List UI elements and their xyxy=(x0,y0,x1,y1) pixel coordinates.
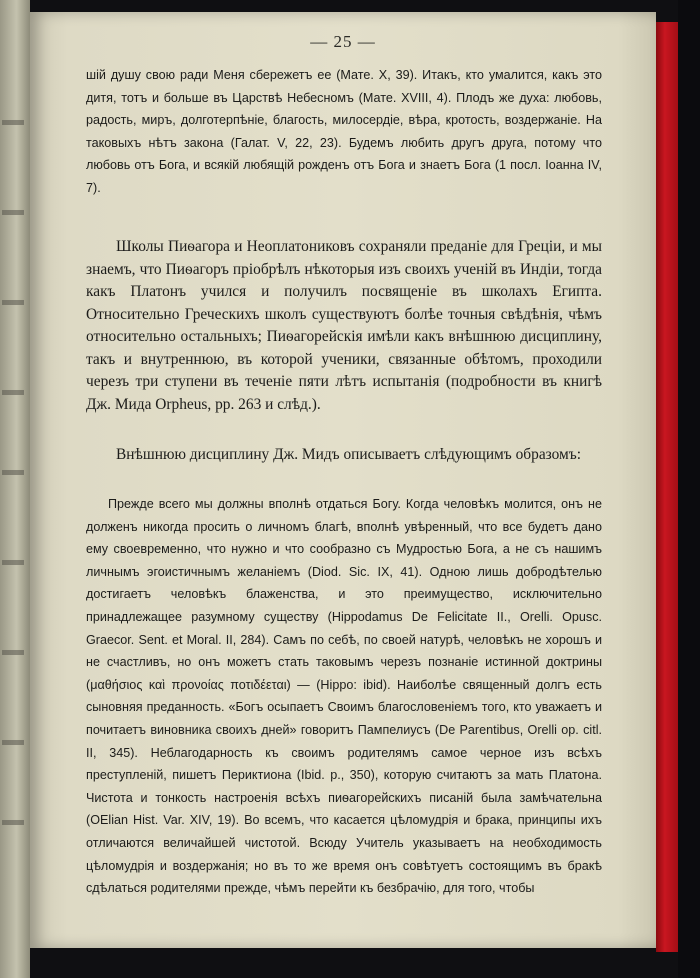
facing-page-edge xyxy=(0,0,30,978)
book-page xyxy=(30,12,656,948)
paragraph-scripture-quotes: шій душу свою ради Меня сбережетъ ее (Мате. X, 39). Итакъ, кто умалится, какъ это дитя, тотъ и больше въ Царствѣ Небесномъ (Мате. XVIII, 4). Плодъ же духа: любовь, радость, миръ, долготерпѣніе, благость, милосердіе, вѣра, кротость, воздержаніе. На таковыхъ нѣтъ закона (Галат. V, 22, 23). Будемъ любить другъ друга, потому что любовь отъ Бога, и всякій любящій рожденъ отъ Бога и знаетъ Бога (1 посл. Іоанна IV, 7). xyxy=(86,68,602,195)
book-cover-edge xyxy=(656,22,678,952)
paragraph-discipline-intro: Внѣшнюю дисциплину Дж. Мидъ описываетъ слѣдующимъ образомъ: xyxy=(116,446,582,463)
page-number: — 25 — xyxy=(310,32,376,51)
paragraph-pythagorean-schools: Школы Пиѳагора и Неоплатониковъ сохраняли преданіе для Греціи, и мы знаемъ, что Пиѳагоръ пріобрѣлъ нѣкоторыя изъ своихъ ученій въ Индіи, тогда какъ Платонъ учился и получилъ посвященіе въ школахъ Египта. Относительно Греческихъ школъ существуютъ болѣе точныя свѣдѣнія, чѣмъ относительно остальныхъ; Пиѳагорейскія имѣли какъ внѣшнюю дисциплину, такъ и внутреннюю, въ которой ученики, связанные обѣтомъ, проходили черезъ три ступени въ теченіе пяти лѣтъ испытанія (подробности въ книгѣ Дж. Мида Orpheus, pp. 263 и слѣд.). xyxy=(86,238,602,413)
background-strip xyxy=(678,0,700,978)
paragraph-outer-discipline: Прежде всего мы должны вполнѣ отдаться Богу. Когда человѣкъ молится, онъ не долженъ никогда просить о личномъ благѣ, вполнѣ увѣренный, что все будетъ дано ему своевременно, что нужно и что сообразно съ Мудростью Бога, а не съ нашимъ личнымъ эгоистичнымъ желаніемъ (Diod. Sic. IX, 41). Одною лишь добродѣтелью достигаетъ человѣкъ блаженства, и это преимущество, исключительно принадлежащее разумному существу (Hippodamus De Felicitate II., Orelli. Opusc. Graecor. Sent. et Moral. II, 284). Самъ по себѣ, по своей натурѣ, человѣкъ не хорошъ и не счастливъ, но онъ можетъ стать таковымъ черезъ познаніе истинной доктрины (μαθήσιος καὶ προνοίας ποτιδέεται) — (Hippo: ibid). Наиболѣе священный долгъ есть сыновняя преданность. «Богъ осыпаетъ Своимъ благословеніемъ того, кто уважаетъ и почитаетъ виновника своихъ дней» говоритъ Пампелиусъ (De Parentibus, Orelli op. citl. II, 345). Неблагодарность къ своимъ родителямъ самое черное изъ всѣхъ преступленій, пишетъ Периктиона (Ibid. p., 350), которую считаютъ за мать Платона. Чистота и тонкость настроенія всѣхъ пиѳагорейскихъ писаній была замѣчательна (OElian Hist. Var. XIV, 19). Во всемъ, что касается цѣломудрія и брака, принципы ихъ отличаются величайшей чистотой. Всюду Учитель указываетъ на необходимость цѣломудрія и воздержанія; но въ то же время онъ совѣтуетъ состоящимъ въ бракѣ сдѣлаться родителями прежде, чѣмъ перейти къ безбрачію, для того, чтобы xyxy=(86,497,602,896)
